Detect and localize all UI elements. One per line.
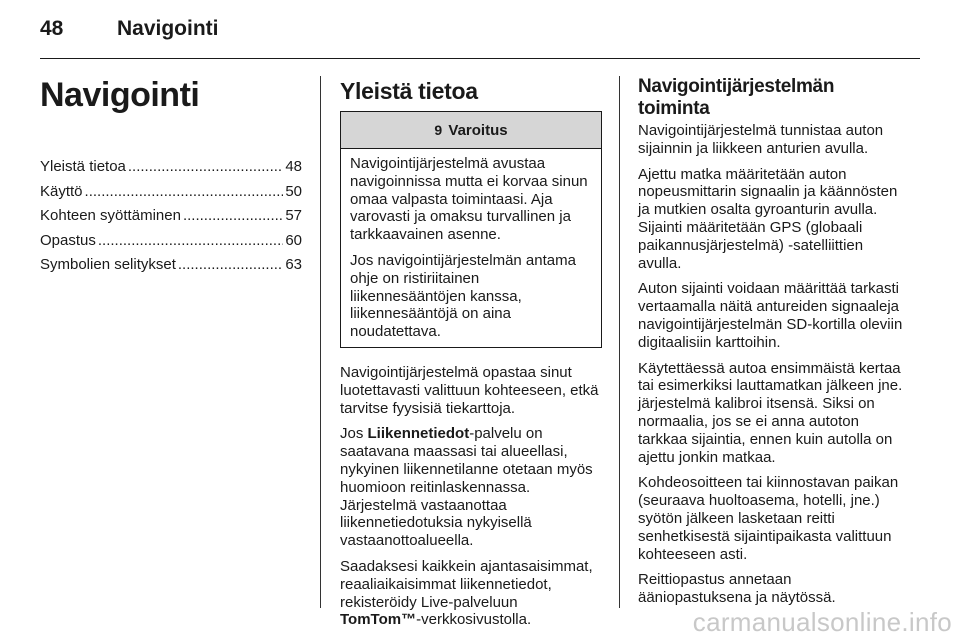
toc-entry-label: Yleistä tietoa — [40, 158, 126, 175]
toc-entry-label: Opastus — [40, 231, 96, 249]
section-title: Yleistä tietoa — [340, 78, 478, 104]
toc-entry-label: Kohteen syöttäminen — [40, 207, 181, 224]
column-divider — [619, 76, 620, 608]
toc-entry-label: Symbolien selitykset — [40, 256, 176, 273]
warning-box — [340, 111, 602, 348]
toc-entry-page: 57 — [285, 207, 302, 224]
page-number: 48 — [40, 17, 64, 40]
toc-entry-page: 48 — [285, 158, 302, 175]
warning-paragraph: Navigointijärjestelmä avustaa navigoinnissa mutta ei korvaa sinun omaa valpasta toimintaasi. Aja varovasti ja omaksu turvallinen ja tarkkaavainen asenne. — [350, 155, 588, 244]
body-paragraph — [340, 558, 602, 629]
body-paragraph: Reittiopastus annetaan ääniopastuksena ja näytössä. — [638, 571, 836, 607]
warning-header — [341, 112, 601, 149]
toc-entry[interactable] — [40, 231, 302, 251]
chapter-title: Navigointi — [40, 76, 200, 114]
chapter-column — [40, 70, 302, 280]
general-info-column — [340, 70, 602, 637]
body-paragraph: Käytettäessä autoa ensimmäistä kertaa tai esimerkiksi lauttamatkan jälkeen jne. järjestelmä kalibroi itsensä. Siksi on normaalia, jos se ei anna autoton tarkkaa sijaintia, ennen kuin autolla on ajettu jonkin matkaa. — [638, 359, 903, 466]
toc-entry-page: 63 — [285, 256, 302, 273]
body-paragraph: Ajettu matka määritetään auton nopeusmittarin signaalin ja käännösten ja mutkien osalta gyroanturin avulla. Sijainti määritetään GPS (globaali paikannusjärjestelmä) -satelliittien avulla. — [638, 165, 898, 272]
toc-entry-page: 60 — [285, 231, 302, 249]
toc-leader-dots — [98, 231, 283, 251]
column-divider — [320, 76, 321, 608]
system-operation-column — [638, 70, 906, 615]
body-paragraph — [340, 425, 602, 550]
toc-entry-label: Käyttö — [40, 182, 83, 200]
running-title: Navigointi — [117, 17, 219, 40]
text-segment: -verkkosivustolla. — [416, 611, 532, 629]
toc-leader-dots — [178, 255, 283, 275]
tomtom-term: TomTom™ — [340, 611, 417, 629]
header-divider — [40, 58, 920, 59]
text-segment: Jos — [340, 425, 368, 443]
warning-symbol-icon: 9 — [434, 122, 443, 138]
toc-entry[interactable] — [40, 157, 302, 177]
body-paragraph: Auton sijainti voidaan määrittää tarkasti vertaamalla näitä antureiden signaaleja navigointijärjestelmän SD-kortilla oleviin digitaalisiin karttoihin. — [638, 280, 903, 351]
toc-entry-page: 50 — [285, 182, 302, 200]
body-paragraph: Navigointijärjestelmä opastaa sinut luotettavasti valittuun kohteeseen, etkä tarvitse fyysisiä tiekarttoja. — [340, 363, 599, 417]
toc-leader-dots — [128, 157, 283, 177]
warning-label: Varoitus — [448, 122, 508, 139]
toc-leader-dots — [183, 206, 283, 226]
body-paragraph: Navigointijärjestelmä tunnistaa auton sijainnin ja liikkeen anturien avulla. — [638, 122, 884, 157]
site-watermark: carmanualsonline.info — [692, 607, 952, 637]
text-segment: -palvelu on saatavana maassasi tai alueellasi, nykyinen liikennetilanne otetaan myös huomioon reitinlaskennassa. Järjestelmä vastaanottaa liikennetiedotuksia nykyisellä vastaanottoalueella. — [340, 425, 593, 550]
table-of-contents — [40, 157, 302, 275]
text-segment: Saadaksesi kaikkein ajantasaisimmat, reaaliaikaisimmat liikennetiedot, rekisteröidy Live-palveluun — [340, 557, 593, 611]
warning-body — [341, 149, 601, 347]
body-paragraph: Kohdeosoitteen tai kiinnostavan paikan (seuraava huoltoasema, hotelli, jne.) syötön jälkeen lasketaan reitti senhetkisestä sijaintipaikasta valittuun kohteeseen asti. — [638, 474, 899, 563]
toc-leader-dots — [85, 182, 284, 202]
toc-entry[interactable] — [40, 182, 302, 202]
traffic-info-term: Liikennetiedot — [367, 425, 470, 443]
toc-entry[interactable] — [40, 255, 302, 275]
warning-paragraph: Jos navigointijärjestelmän antama ohje on ristiriitainen liikennesääntöjen kanssa, liikennesääntöjä on aina noudatettava. — [350, 251, 576, 341]
toc-entry[interactable] — [40, 206, 302, 226]
section-title: Navigointijärjestelmän toiminta — [638, 76, 835, 119]
